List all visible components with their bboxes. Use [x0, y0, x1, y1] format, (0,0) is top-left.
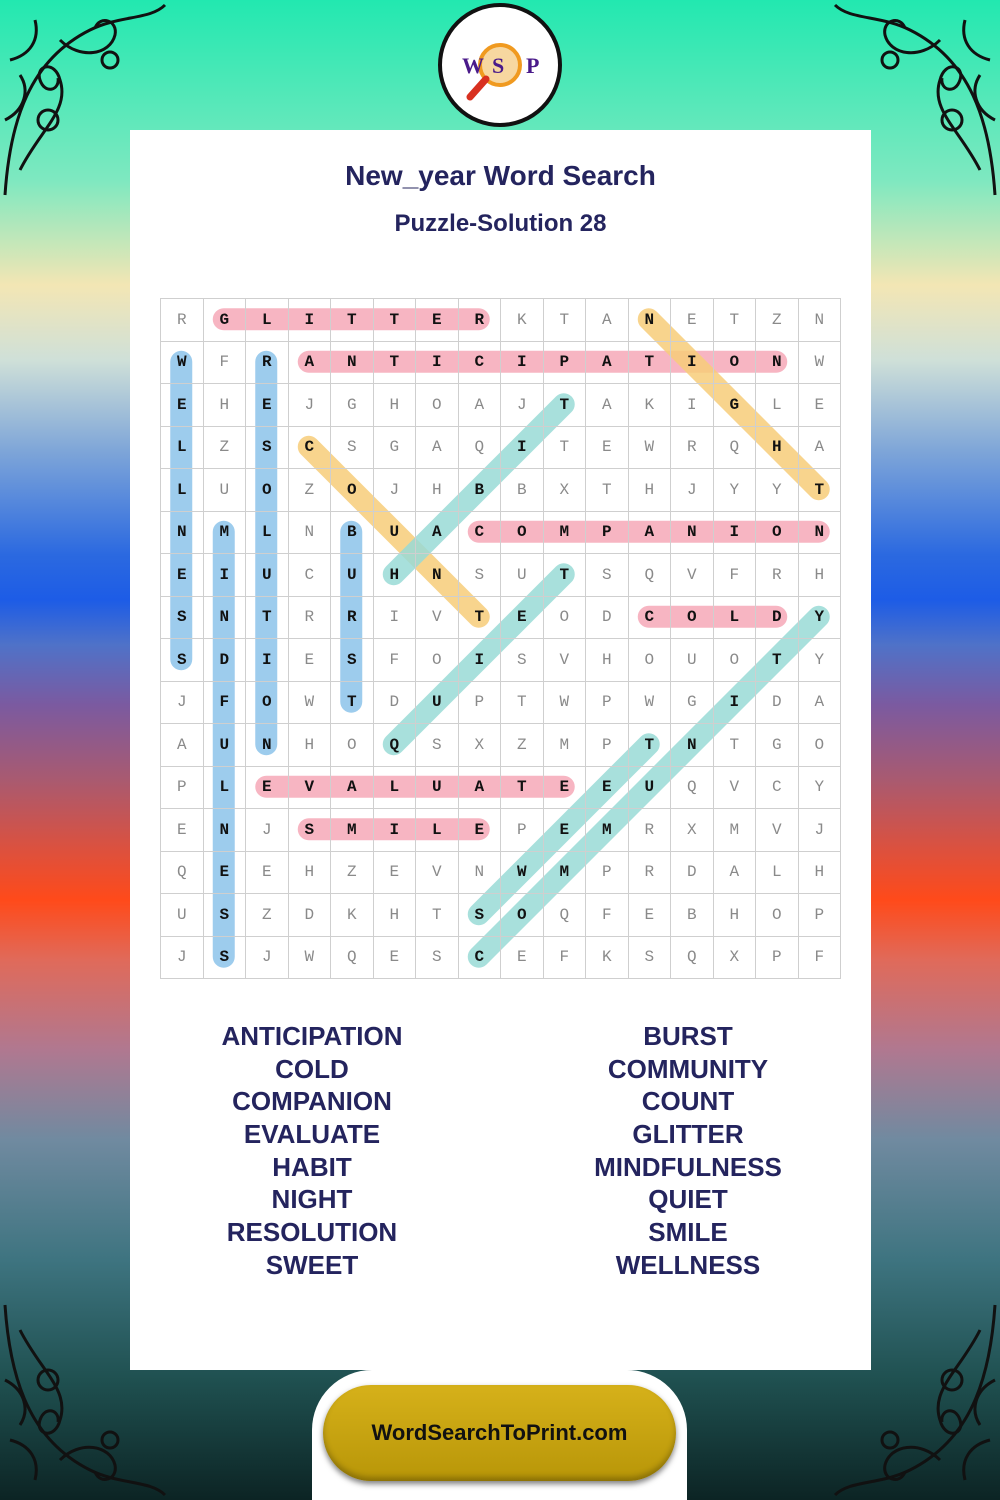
- grid-cell[interactable]: J: [289, 384, 332, 427]
- grid-cell[interactable]: K: [629, 384, 672, 427]
- grid-cell[interactable]: V: [416, 852, 459, 895]
- grid-cell[interactable]: E: [246, 384, 289, 427]
- grid-cell[interactable]: V: [671, 554, 714, 597]
- grid-cell[interactable]: O: [629, 639, 672, 682]
- grid-cell[interactable]: F: [714, 554, 757, 597]
- grid-cell[interactable]: I: [671, 342, 714, 385]
- grid-cell[interactable]: T: [331, 299, 374, 342]
- word-list-item: GLITTER: [632, 1119, 744, 1150]
- grid-cell[interactable]: G: [714, 384, 757, 427]
- grid-cell[interactable]: A: [629, 512, 672, 555]
- grid-cell[interactable]: H: [289, 724, 332, 767]
- grid-cell[interactable]: I: [416, 342, 459, 385]
- grid-cell[interactable]: T: [544, 384, 587, 427]
- grid-cell[interactable]: N: [204, 809, 247, 852]
- grid-cell[interactable]: H: [629, 469, 672, 512]
- grid-cell[interactable]: C: [756, 767, 799, 810]
- grid-cell[interactable]: C: [289, 554, 332, 597]
- grid-cell[interactable]: S: [246, 427, 289, 470]
- grid-cell[interactable]: N: [799, 299, 842, 342]
- grid-cell[interactable]: T: [544, 427, 587, 470]
- grid-cell[interactable]: W: [289, 937, 332, 980]
- grid-cell[interactable]: D: [586, 597, 629, 640]
- grid-cell[interactable]: E: [204, 852, 247, 895]
- grid-cell[interactable]: E: [459, 809, 502, 852]
- grid-cell[interactable]: N: [289, 512, 332, 555]
- grid-cell[interactable]: M: [714, 809, 757, 852]
- grid-cell[interactable]: P: [459, 682, 502, 725]
- word-list-left: [187, 1020, 437, 1282]
- grid-cell[interactable]: I: [714, 512, 757, 555]
- grid-cell[interactable]: S: [459, 554, 502, 597]
- grid-cell[interactable]: S: [204, 937, 247, 980]
- grid-cell[interactable]: I: [204, 554, 247, 597]
- grid-cell[interactable]: H: [374, 384, 417, 427]
- grid-cell[interactable]: B: [671, 894, 714, 937]
- grid-cell[interactable]: O: [714, 639, 757, 682]
- grid-cell[interactable]: U: [629, 767, 672, 810]
- grid-cell[interactable]: E: [799, 384, 842, 427]
- word-list-item: SWEET: [265, 1249, 359, 1280]
- grid-cell[interactable]: C: [459, 512, 502, 555]
- grid-cell[interactable]: E: [246, 767, 289, 810]
- grid-cell[interactable]: A: [586, 299, 629, 342]
- grid-cell[interactable]: S: [416, 937, 459, 980]
- grid-cell[interactable]: M: [544, 512, 587, 555]
- grid-cell[interactable]: X: [459, 724, 502, 767]
- grid-cell[interactable]: E: [416, 299, 459, 342]
- page-subtitle: Puzzle-Solution 28: [394, 210, 607, 237]
- grid-cell[interactable]: E: [161, 809, 204, 852]
- grid-cell[interactable]: R: [756, 554, 799, 597]
- word-list-right: [563, 1020, 813, 1282]
- grid-cell[interactable]: N: [756, 342, 799, 385]
- grid-cell[interactable]: O: [799, 724, 842, 767]
- grid-cell[interactable]: P: [756, 937, 799, 980]
- grid-cell[interactable]: T: [629, 342, 672, 385]
- grid-cell[interactable]: H: [756, 427, 799, 470]
- grid-cell[interactable]: O: [714, 342, 757, 385]
- grid-cell[interactable]: F: [204, 342, 247, 385]
- grid-cell[interactable]: M: [544, 852, 587, 895]
- grid-cell[interactable]: L: [161, 469, 204, 512]
- grid-cell[interactable]: L: [374, 767, 417, 810]
- grid-cell[interactable]: I: [246, 639, 289, 682]
- grid-cell[interactable]: T: [629, 724, 672, 767]
- word-list-item: MINDFULNESS: [594, 1151, 782, 1182]
- grid-cell[interactable]: U: [204, 724, 247, 767]
- grid-cell[interactable]: S: [204, 894, 247, 937]
- grid-cell[interactable]: E: [374, 937, 417, 980]
- grid-cell[interactable]: A: [714, 852, 757, 895]
- grid-cell[interactable]: U: [246, 554, 289, 597]
- grid-cell[interactable]: Y: [714, 469, 757, 512]
- grid-cell[interactable]: U: [501, 554, 544, 597]
- grid-cell[interactable]: A: [161, 724, 204, 767]
- grid-cell[interactable]: H: [374, 554, 417, 597]
- grid-cell[interactable]: M: [331, 809, 374, 852]
- grid-cell[interactable]: L: [756, 384, 799, 427]
- grid-cell[interactable]: Z: [246, 894, 289, 937]
- grid-cell[interactable]: S: [629, 937, 672, 980]
- grid-cell[interactable]: N: [416, 554, 459, 597]
- grid-cell[interactable]: T: [374, 342, 417, 385]
- grid-cell[interactable]: Z: [204, 427, 247, 470]
- grid-cell[interactable]: Q: [629, 554, 672, 597]
- grid-cell[interactable]: O: [756, 894, 799, 937]
- grid-cell[interactable]: A: [289, 342, 332, 385]
- grid-cell[interactable]: W: [544, 682, 587, 725]
- grid-cell[interactable]: R: [671, 427, 714, 470]
- word-grid: [160, 298, 840, 978]
- grid-cell[interactable]: I: [501, 342, 544, 385]
- grid-cell[interactable]: M: [544, 724, 587, 767]
- word-list-item: WELLNESS: [615, 1249, 761, 1280]
- grid-cell[interactable]: C: [629, 597, 672, 640]
- grid-cell[interactable]: E: [161, 554, 204, 597]
- grid-cell[interactable]: A: [331, 767, 374, 810]
- grid-cell[interactable]: E: [586, 767, 629, 810]
- grid-cell[interactable]: K: [586, 937, 629, 980]
- grid-cell[interactable]: E: [544, 809, 587, 852]
- grid-cell[interactable]: A: [416, 427, 459, 470]
- grid-cell[interactable]: S: [501, 639, 544, 682]
- grid-cell[interactable]: C: [459, 937, 502, 980]
- grid-cell[interactable]: Q: [459, 427, 502, 470]
- grid-cell[interactable]: Q: [714, 427, 757, 470]
- grid-cell[interactable]: Q: [331, 937, 374, 980]
- grid-cell[interactable]: V: [416, 597, 459, 640]
- word-list-item: COMPANION: [232, 1086, 392, 1117]
- grid-cell[interactable]: T: [586, 469, 629, 512]
- grid-cell[interactable]: T: [501, 767, 544, 810]
- grid-cell[interactable]: Y: [799, 597, 842, 640]
- logo-letter-w: W: [462, 53, 484, 78]
- grid-cell[interactable]: T: [714, 299, 757, 342]
- grid-cell[interactable]: B: [501, 469, 544, 512]
- grid-cell[interactable]: V: [289, 767, 332, 810]
- grid-cell[interactable]: E: [629, 894, 672, 937]
- grid-cell[interactable]: P: [161, 767, 204, 810]
- grid-cell[interactable]: Y: [799, 639, 842, 682]
- grid-cell[interactable]: M: [586, 809, 629, 852]
- word-list-item: ANTICIPATION: [221, 1021, 403, 1051]
- word-list-item: HABIT: [272, 1151, 352, 1182]
- grid-cell[interactable]: O: [501, 512, 544, 555]
- grid-cell[interactable]: A: [799, 682, 842, 725]
- grid-cell[interactable]: Z: [756, 299, 799, 342]
- grid-cell[interactable]: S: [161, 597, 204, 640]
- grid-cell[interactable]: B: [459, 469, 502, 512]
- logo-letter-p: P: [526, 53, 540, 78]
- grid-cell[interactable]: N: [671, 724, 714, 767]
- grid-cell[interactable]: U: [671, 639, 714, 682]
- grid-cell[interactable]: T: [544, 554, 587, 597]
- grid-cell[interactable]: U: [416, 682, 459, 725]
- grid-cell[interactable]: S: [459, 894, 502, 937]
- grid-cell[interactable]: P: [586, 724, 629, 767]
- grid-cell[interactable]: E: [501, 597, 544, 640]
- grid-cell[interactable]: A: [416, 512, 459, 555]
- grid-cell[interactable]: E: [501, 937, 544, 980]
- grid-cell[interactable]: O: [331, 469, 374, 512]
- grid-cell[interactable]: S: [331, 427, 374, 470]
- grid-cell[interactable]: J: [374, 469, 417, 512]
- grid-cell[interactable]: N: [459, 852, 502, 895]
- grid-cell[interactable]: Z: [501, 724, 544, 767]
- grid-cell[interactable]: O: [756, 512, 799, 555]
- grid-cell[interactable]: I: [501, 427, 544, 470]
- grid-cell[interactable]: I: [671, 384, 714, 427]
- grid-cell[interactable]: L: [416, 809, 459, 852]
- grid-cell[interactable]: L: [161, 427, 204, 470]
- grid-cell[interactable]: G: [756, 724, 799, 767]
- word-list-item: EVALUATE: [243, 1119, 381, 1150]
- grid-cell[interactable]: N: [161, 512, 204, 555]
- grid-cell[interactable]: O: [501, 894, 544, 937]
- grid-cell[interactable]: T: [331, 682, 374, 725]
- grid-cell[interactable]: E: [586, 427, 629, 470]
- grid-cell[interactable]: E: [671, 299, 714, 342]
- grid-cell[interactable]: V: [544, 639, 587, 682]
- grid-cell[interactable]: J: [671, 469, 714, 512]
- grid-cell[interactable]: S: [416, 724, 459, 767]
- grid-cell[interactable]: F: [799, 937, 842, 980]
- grid-cell[interactable]: N: [671, 512, 714, 555]
- grid-cell[interactable]: H: [289, 852, 332, 895]
- word-list-item: COLD: [275, 1053, 349, 1084]
- grid-cell[interactable]: J: [161, 682, 204, 725]
- grid-cell[interactable]: D: [289, 894, 332, 937]
- grid-cell[interactable]: I: [289, 299, 332, 342]
- grid-cell[interactable]: L: [756, 852, 799, 895]
- grid-cell[interactable]: F: [544, 937, 587, 980]
- grid-cell[interactable]: H: [714, 894, 757, 937]
- grid-cell[interactable]: I: [374, 597, 417, 640]
- grid-cell[interactable]: N: [629, 299, 672, 342]
- grid-cell[interactable]: T: [544, 299, 587, 342]
- grid-cell[interactable]: O: [671, 597, 714, 640]
- grid-cell[interactable]: S: [586, 554, 629, 597]
- grid-cell[interactable]: X: [671, 809, 714, 852]
- grid-cell[interactable]: V: [714, 767, 757, 810]
- grid-cell[interactable]: U: [204, 469, 247, 512]
- grid-cell[interactable]: Q: [544, 894, 587, 937]
- grid-cell[interactable]: T: [799, 469, 842, 512]
- grid-cell[interactable]: G: [374, 427, 417, 470]
- grid-cell[interactable]: Q: [161, 852, 204, 895]
- grid-cell[interactable]: W: [289, 682, 332, 725]
- grid-cell[interactable]: F: [374, 639, 417, 682]
- grid-cell[interactable]: R: [161, 299, 204, 342]
- grid-cell[interactable]: R: [629, 809, 672, 852]
- grid-cell[interactable]: A: [586, 384, 629, 427]
- grid-cell[interactable]: C: [289, 427, 332, 470]
- grid-cell[interactable]: K: [331, 894, 374, 937]
- grid-cell[interactable]: O: [544, 597, 587, 640]
- grid-cell[interactable]: V: [756, 809, 799, 852]
- grid-cell[interactable]: E: [544, 767, 587, 810]
- grid-cell[interactable]: F: [586, 894, 629, 937]
- grid-cell[interactable]: O: [331, 724, 374, 767]
- grid-cell[interactable]: H: [374, 894, 417, 937]
- grid-cell[interactable]: T: [246, 597, 289, 640]
- grid-cell[interactable]: I: [374, 809, 417, 852]
- grid-cell[interactable]: S: [289, 809, 332, 852]
- grid-cell[interactable]: P: [586, 512, 629, 555]
- grid-cell[interactable]: Q: [374, 724, 417, 767]
- word-list-item: RESOLUTION: [226, 1217, 398, 1248]
- grid-cell[interactable]: E: [374, 852, 417, 895]
- grid-cell[interactable]: Z: [331, 852, 374, 895]
- word-list-item: QUIET: [648, 1184, 728, 1215]
- grid-cell[interactable]: T: [374, 299, 417, 342]
- grid-cell[interactable]: O: [416, 384, 459, 427]
- grid-cell[interactable]: I: [714, 682, 757, 725]
- grid-cell[interactable]: Y: [756, 469, 799, 512]
- grid-cell[interactable]: P: [586, 682, 629, 725]
- word-list-item: BURST: [643, 1021, 733, 1051]
- grid-cell[interactable]: W: [501, 852, 544, 895]
- grid-cell[interactable]: A: [459, 767, 502, 810]
- grid-cell[interactable]: G: [671, 682, 714, 725]
- grid-cell[interactable]: O: [246, 682, 289, 725]
- page-title: New_year Word Search: [345, 160, 656, 191]
- grid-cell[interactable]: H: [799, 852, 842, 895]
- grid-cell[interactable]: W: [161, 342, 204, 385]
- grid-cell[interactable]: P: [799, 894, 842, 937]
- grid-cell[interactable]: D: [671, 852, 714, 895]
- grid-cell[interactable]: T: [756, 639, 799, 682]
- grid-cell[interactable]: D: [756, 597, 799, 640]
- grid-cell[interactable]: D: [374, 682, 417, 725]
- grid-cell[interactable]: W: [629, 682, 672, 725]
- grid-cell[interactable]: L: [246, 299, 289, 342]
- grid-cell[interactable]: J: [799, 809, 842, 852]
- grid-cell[interactable]: L: [714, 597, 757, 640]
- grid-cell[interactable]: N: [246, 724, 289, 767]
- grid-cell[interactable]: T: [459, 597, 502, 640]
- grid-cell[interactable]: J: [161, 937, 204, 980]
- grid-cell[interactable]: J: [501, 384, 544, 427]
- website-button[interactable]: WordSearchToPrint.com: [323, 1385, 676, 1481]
- word-list-item: NIGHT: [271, 1184, 353, 1215]
- grid-cell[interactable]: A: [586, 342, 629, 385]
- grid-cell[interactable]: R: [629, 852, 672, 895]
- grid-cell[interactable]: H: [586, 639, 629, 682]
- grid-cell[interactable]: E: [161, 384, 204, 427]
- grid-cell[interactable]: L: [204, 767, 247, 810]
- grid-cell[interactable]: M: [204, 512, 247, 555]
- word-list-item: SMILE: [648, 1217, 728, 1248]
- grid-cell[interactable]: F: [204, 682, 247, 725]
- grid-cell[interactable]: T: [416, 894, 459, 937]
- grid-cell[interactable]: T: [714, 724, 757, 767]
- grid-cell[interactable]: X: [714, 937, 757, 980]
- logo-letter-s: S: [492, 53, 505, 78]
- grid-cell[interactable]: C: [459, 342, 502, 385]
- grid-cell[interactable]: U: [374, 512, 417, 555]
- grid-cell[interactable]: U: [331, 554, 374, 597]
- grid-cell[interactable]: J: [246, 937, 289, 980]
- grid-cell[interactable]: A: [799, 427, 842, 470]
- grid-cell[interactable]: J: [246, 809, 289, 852]
- grid-cell[interactable]: L: [246, 512, 289, 555]
- grid-cell[interactable]: R: [459, 299, 502, 342]
- grid-cell[interactable]: U: [161, 894, 204, 937]
- grid-cell[interactable]: E: [289, 639, 332, 682]
- grid-cell[interactable]: Q: [671, 767, 714, 810]
- grid-cell[interactable]: O: [246, 469, 289, 512]
- grid-cell[interactable]: S: [331, 639, 374, 682]
- grid-cell[interactable]: H: [416, 469, 459, 512]
- grid-cell[interactable]: S: [161, 639, 204, 682]
- grid-cell[interactable]: K: [501, 299, 544, 342]
- grid-cell[interactable]: W: [629, 427, 672, 470]
- grid-cell[interactable]: Q: [671, 937, 714, 980]
- grid-cell[interactable]: X: [544, 469, 587, 512]
- grid-cell[interactable]: O: [416, 639, 459, 682]
- grid-cell[interactable]: P: [544, 342, 587, 385]
- grid-cell[interactable]: U: [416, 767, 459, 810]
- grid-cell[interactable]: E: [246, 852, 289, 895]
- grid-cell[interactable]: H: [799, 554, 842, 597]
- grid-cell[interactable]: R: [289, 597, 332, 640]
- grid-cell[interactable]: D: [204, 639, 247, 682]
- grid-cell[interactable]: N: [331, 342, 374, 385]
- grid-cell[interactable]: N: [799, 512, 842, 555]
- wsp-logo: [438, 3, 562, 127]
- grid-cell[interactable]: G: [331, 384, 374, 427]
- grid-cell[interactable]: R: [331, 597, 374, 640]
- grid-cell[interactable]: B: [331, 512, 374, 555]
- grid-cell[interactable]: Y: [799, 767, 842, 810]
- grid-cell[interactable]: P: [501, 809, 544, 852]
- grid-cell[interactable]: P: [586, 852, 629, 895]
- word-list-item: COMMUNITY: [607, 1053, 769, 1084]
- grid-cell[interactable]: D: [756, 682, 799, 725]
- grid-cell[interactable]: G: [204, 299, 247, 342]
- grid-cell[interactable]: A: [459, 384, 502, 427]
- grid-cell[interactable]: N: [204, 597, 247, 640]
- grid-cell[interactable]: R: [246, 342, 289, 385]
- grid-cell[interactable]: T: [501, 682, 544, 725]
- grid-cell[interactable]: W: [799, 342, 842, 385]
- grid-cell[interactable]: H: [204, 384, 247, 427]
- grid-cell[interactable]: I: [459, 639, 502, 682]
- grid-cell[interactable]: Z: [289, 469, 332, 512]
- word-list-item: COUNT: [641, 1086, 735, 1117]
